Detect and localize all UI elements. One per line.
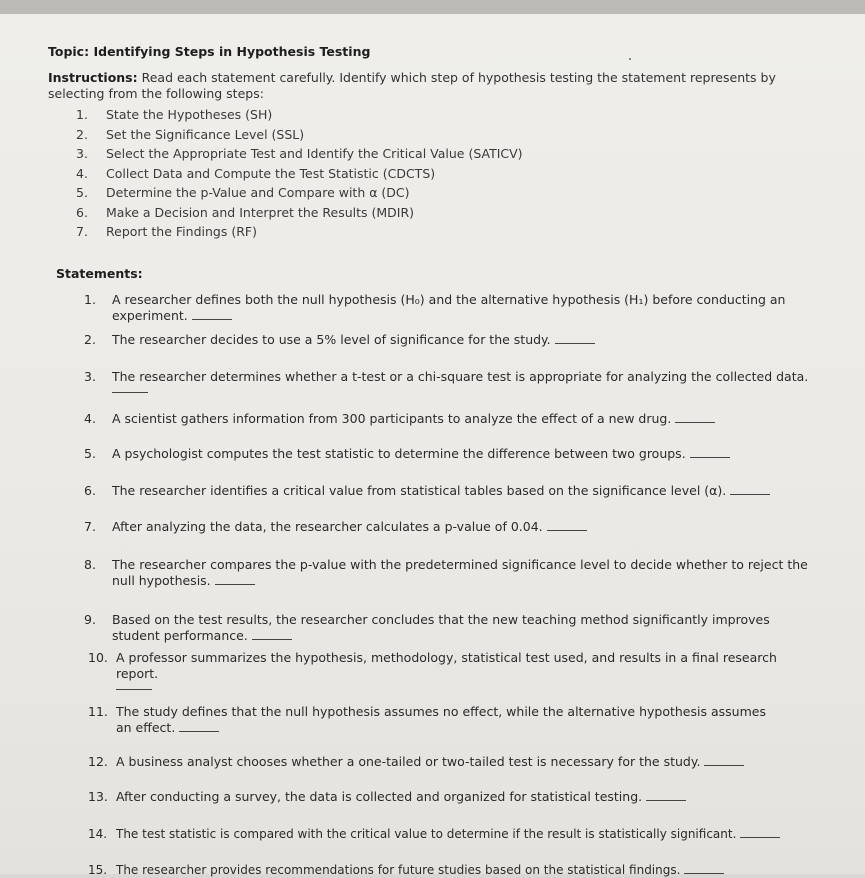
statement-text: The study defines that the null hypothesis assumes no effect, while the alternative hypothesis assumes an effect. <box>116 704 766 735</box>
step-item <box>76 183 523 203</box>
statement-text: A business analyst chooses whether a one-tailed or two-tailed test is necessary for the study. <box>116 754 701 769</box>
step-item <box>76 105 523 125</box>
step-text: Make a Decision and Interpret the Results (MDIR) <box>106 204 415 220</box>
step-number: 3. <box>76 146 88 161</box>
statement-number: 10. <box>88 650 108 665</box>
statement-item <box>88 704 778 736</box>
step-item <box>76 203 523 223</box>
statement-item <box>84 483 824 499</box>
statement-item <box>84 369 824 393</box>
step-number: 4. <box>76 165 88 181</box>
instructions <box>48 70 808 102</box>
statement-number: 14. <box>88 827 108 841</box>
step-number: 1. <box>76 107 88 122</box>
statement-number: 4. <box>84 411 96 426</box>
answer-blank[interactable] <box>740 836 780 838</box>
answer-blank[interactable] <box>112 391 148 393</box>
statement-item <box>88 862 828 878</box>
statement-text: A psychologist computes the test statistic to determine the difference between two groups. <box>112 446 686 461</box>
statements-heading: Statements: <box>56 266 143 281</box>
steps-list <box>76 105 523 242</box>
step-text: Select the Appropriate Test and Identify the Critical Value (SATICV) <box>106 146 523 161</box>
statement-item <box>84 332 796 348</box>
statement-text: A researcher defines both the null hypothesis (H₀) and the alternative hypothesis (H₁) before conducting an experiment. <box>112 292 786 323</box>
answer-blank[interactable] <box>179 730 219 732</box>
statement-number: 13. <box>88 789 108 804</box>
statement-item <box>88 754 828 770</box>
step-item <box>76 222 523 242</box>
statement-text: The researcher identifies a critical value from statistical tables based on the significance level (α). <box>112 483 727 498</box>
topic-title: Identifying Steps in Hypothesis Testing <box>93 44 371 59</box>
step-item <box>76 144 523 164</box>
answer-blank[interactable] <box>116 688 152 690</box>
statement-number: 6. <box>84 483 96 498</box>
statement-number: 3. <box>84 369 96 384</box>
statement-item <box>88 789 828 805</box>
statement-text: The researcher compares the p-value with the predetermined significance level to decide whether to reject the null hypothesis. <box>112 557 808 588</box>
statement-number: 12. <box>88 754 108 769</box>
step-number: 7. <box>76 224 88 239</box>
step-text: State the Hypotheses (SH) <box>106 107 273 122</box>
statement-number: 7. <box>84 519 96 534</box>
topic-line <box>48 44 370 59</box>
speck <box>629 58 631 60</box>
answer-blank[interactable] <box>547 529 587 531</box>
step-text: Report the Findings (RF) <box>106 224 257 239</box>
statement-text: Based on the test results, the researcher concludes that the new teaching method significantly improves student performance. <box>112 612 770 643</box>
answer-blank[interactable] <box>192 318 232 320</box>
statement-text: The researcher provides recommendations for future studies based on the statistical findings. <box>116 863 681 877</box>
statement-item <box>84 519 824 535</box>
instructions-text: Read each statement carefully. Identify which step of hypothesis testing the statement represents by selecting from the following steps: <box>48 70 776 101</box>
step-number: 2. <box>76 126 88 142</box>
step-text: Collect Data and Compute the Test Statistic (CDCTS) <box>106 165 436 181</box>
step-item <box>76 125 523 145</box>
step-text: Determine the p-Value and Compare with α (DC) <box>106 185 410 200</box>
statement-number: 8. <box>84 557 96 572</box>
step-text: Set the Significance Level (SSL) <box>106 126 305 142</box>
statement-item <box>84 446 824 462</box>
step-item <box>76 164 523 184</box>
answer-blank[interactable] <box>252 638 292 640</box>
instructions-label: Instructions: <box>48 70 138 85</box>
statement-item <box>88 650 818 690</box>
statement-number: 5. <box>84 446 96 461</box>
statement-text: After conducting a survey, the data is collected and organized for statistical testing. <box>116 789 643 804</box>
statement-item <box>84 612 814 644</box>
statement-text: The test statistic is compared with the critical value to determine if the result is statistically significant. <box>116 827 737 841</box>
statement-number: 15. <box>88 863 108 877</box>
step-number: 6. <box>76 204 88 220</box>
statement-text: After analyzing the data, the researcher calculates a p-value of 0.04. <box>112 519 543 534</box>
answer-blank[interactable] <box>215 583 255 585</box>
statement-item <box>84 557 809 589</box>
answer-blank[interactable] <box>646 799 686 801</box>
statement-number: 11. <box>88 704 108 719</box>
statement-text: A scientist gathers information from 300 participants to analyze the effect of a new drug. <box>112 411 672 426</box>
answer-blank[interactable] <box>675 421 715 423</box>
answer-blank[interactable] <box>555 342 595 344</box>
statement-text: The researcher decides to use a 5% level of significance for the study. <box>112 332 551 347</box>
statement-item <box>84 411 824 427</box>
topic-label: Topic: <box>48 44 90 59</box>
statement-number: 1. <box>84 292 96 307</box>
statement-text: A professor summarizes the hypothesis, methodology, statistical test used, and results in a final research report. <box>116 650 777 681</box>
statement-number: 2. <box>84 332 96 347</box>
answer-blank[interactable] <box>704 764 744 766</box>
statement-number: 9. <box>84 612 96 627</box>
answer-blank[interactable] <box>730 493 770 495</box>
statement-item <box>84 292 796 324</box>
answer-blank[interactable] <box>690 456 730 458</box>
statement-item <box>88 826 828 842</box>
statement-text: The researcher determines whether a t-test or a chi-square test is appropriate for analyzing the collected data. <box>112 369 809 384</box>
step-number: 5. <box>76 185 88 200</box>
